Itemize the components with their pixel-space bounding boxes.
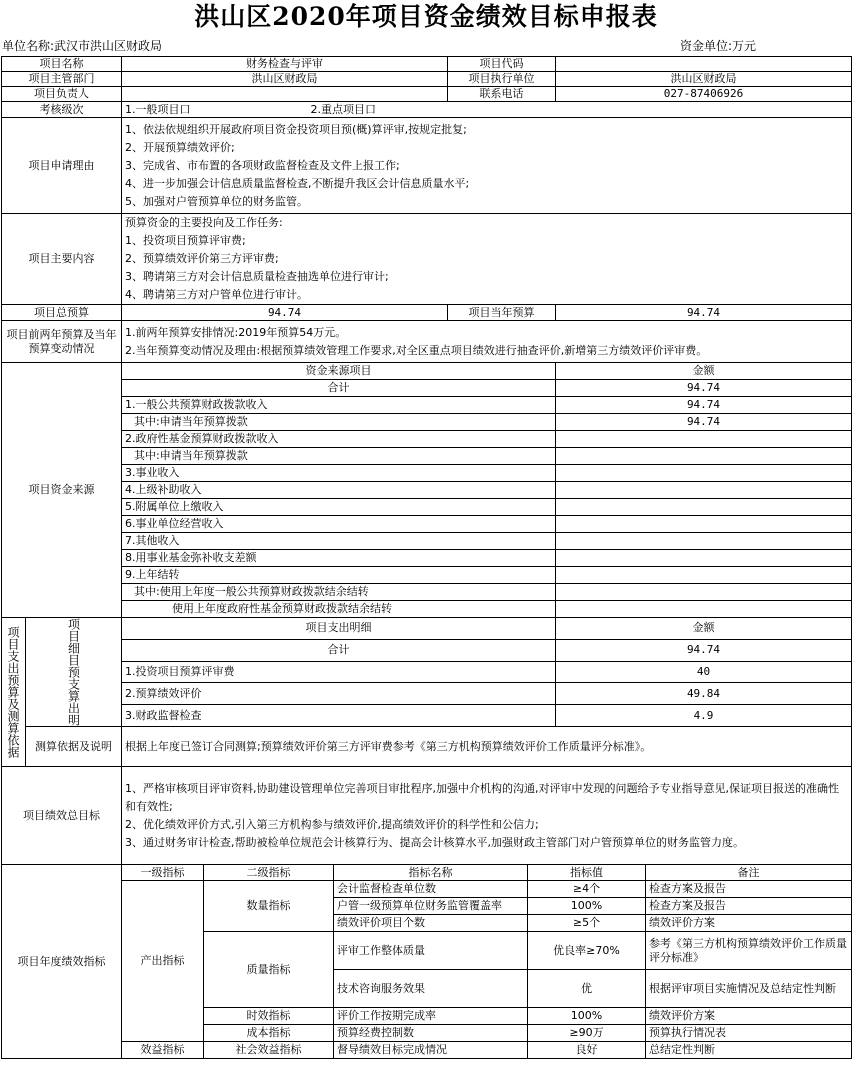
funding-label: 项目资金来源 xyxy=(2,363,122,618)
annual-header-note: 备注 xyxy=(646,865,852,881)
prev-line: 1.前两年预算安排情况:2019年预算54万元。 xyxy=(125,325,347,339)
prev-line: 2.当年预算变动情况及理由:根据预算绩效管理工作要求,对全区重点项目绩效进行抽查评价,新增第三方绩效评价评审费。 xyxy=(125,343,708,357)
prev-label: 项目前两年预算及当年预算变动情况 xyxy=(2,321,122,363)
funding-amount xyxy=(556,499,852,516)
annual-label: 项目年度绩效指标 xyxy=(2,865,122,1059)
project-code-label: 项目代码 xyxy=(448,57,556,72)
total-budget-label: 项目总预算 xyxy=(2,305,122,321)
indicator-note: 根据评审项目实施情况及总结定性判断 xyxy=(646,970,852,1008)
content-line: 4、聘请第三方对户管单位进行审计。 xyxy=(125,288,308,301)
expense-row: 合计 xyxy=(122,639,556,661)
annual-header-level1: 一级指标 xyxy=(122,865,204,881)
content-line: 1、投资项目预算评审费; xyxy=(125,234,246,247)
indicator-name: 评价工作按期完成率 xyxy=(334,1008,528,1025)
funding-row: 其中:使用上年度一般公共预算财政拨款结余结转 xyxy=(122,584,556,601)
leader-value xyxy=(122,87,448,102)
indicator-value: 良好 xyxy=(528,1042,646,1059)
reason-line: 3、完成省、市布置的各项财政监督检查及文件上报工作; xyxy=(125,158,400,172)
expense-outer-label: 项目支出预算及测算依据 xyxy=(2,618,26,767)
reason-line: 1、依法依规组织开展政府项目资金投资项目预(概)算评审,按规定批复; xyxy=(125,122,467,136)
goal-line: 1、严格审核项目评审资料,协助建设管理单位完善项目审批程序,加强中介机构的沟通,对评审中发现的问题给予专业指导意见,保证项目报送的准确性和有效性; xyxy=(125,781,839,813)
project-code xyxy=(556,57,852,72)
funding-amount xyxy=(556,516,852,533)
funding-amount xyxy=(556,448,852,465)
prev-text xyxy=(122,321,852,363)
indicator-name: 会计监督检查单位数 xyxy=(334,881,528,898)
indicator-value: 100% xyxy=(528,1008,646,1025)
quantity-label: 数量指标 xyxy=(204,881,334,932)
expense-detail-label: 项目细目预支算出明 xyxy=(26,618,122,727)
indicator-name: 户管一级预算单位财务监管覆盖率 xyxy=(334,898,528,915)
currency-unit: 资金单位:万元 xyxy=(679,38,756,53)
expense-amount: 4.9 xyxy=(556,705,852,727)
dept-value: 洪山区财政局 xyxy=(122,72,448,87)
expense-header-amount: 金额 xyxy=(556,618,852,640)
expense-amount: 49.84 xyxy=(556,683,852,705)
indicator-note: 参考《第三方机构预算绩效评价工作质量评分标准》 xyxy=(646,932,852,970)
funding-amount xyxy=(556,601,852,618)
funding-row: 合计 xyxy=(122,380,556,397)
funding-row: 其中:申请当年预算拨款 xyxy=(122,414,556,431)
content-text xyxy=(122,214,852,305)
goal-label: 项目绩效总目标 xyxy=(2,767,122,865)
level-option-key: 2.重点项目口 xyxy=(310,102,376,116)
annual-header-name: 指标名称 xyxy=(334,865,528,881)
funding-row: 其中:申请当年预算拨款 xyxy=(122,448,556,465)
content-label: 项目主要内容 xyxy=(2,214,122,305)
year-budget-label: 项目当年预算 xyxy=(448,305,556,321)
reason-text xyxy=(122,118,852,214)
funding-amount xyxy=(556,533,852,550)
funding-amount xyxy=(556,431,852,448)
annual-header-value: 指标值 xyxy=(528,865,646,881)
indicator-name: 督导绩效目标完成情况 xyxy=(334,1042,528,1059)
unit-bar xyxy=(0,34,852,56)
indicator-note: 总结定性判断 xyxy=(646,1042,852,1059)
page-title: 洪山区2020年项目资金绩效目标申报表 xyxy=(194,2,658,31)
goal-line: 3、通过财务审计检查,帮助被检单位规范会计核算行为、提高会计核算水平,加强财政主管部门对户管预算单位的财务监管力度。 xyxy=(125,835,744,849)
reason-line: 5、加强对户管预算单位的财务监管。 xyxy=(125,194,308,208)
funding-amount xyxy=(556,550,852,567)
funding-amount xyxy=(556,567,852,584)
reason-line: 2、开展预算绩效评价; xyxy=(125,140,235,154)
funding-row: 5.附属单位上缴收入 xyxy=(122,499,556,516)
funding-amount xyxy=(556,584,852,601)
expense-header-item: 项目支出明细 xyxy=(122,618,556,640)
funding-amount: 94.74 xyxy=(556,414,852,431)
funding-amount xyxy=(556,482,852,499)
content-line: 2、预算绩效评价第三方评审费; xyxy=(125,252,279,265)
expense-row: 3.财政监督检查 xyxy=(122,705,556,727)
indicator-note: 绩效评价方案 xyxy=(646,915,852,932)
indicator-note: 检查方案及报告 xyxy=(646,881,852,898)
indicator-value: 优 xyxy=(528,970,646,1008)
goal-text xyxy=(122,767,852,865)
funding-row: 8.用事业基金弥补收支差额 xyxy=(122,550,556,567)
indicator-name: 评审工作整体质量 xyxy=(334,932,528,970)
funding-row: 6.事业单位经营收入 xyxy=(122,516,556,533)
funding-amount xyxy=(556,465,852,482)
year-budget: 94.74 xyxy=(556,305,852,321)
funding-header-amount: 金额 xyxy=(556,363,852,380)
annual-header-level2: 二级指标 xyxy=(204,865,334,881)
expense-row: 2.预算绩效评价 xyxy=(122,683,556,705)
indicator-note: 绩效评价方案 xyxy=(646,1008,852,1025)
indicator-value: ≥5个 xyxy=(528,915,646,932)
output-label: 产出指标 xyxy=(122,881,204,1042)
indicator-value: ≥4个 xyxy=(528,881,646,898)
level-label: 考核级次 xyxy=(2,102,122,118)
indicator-name: 技术咨询服务效果 xyxy=(334,970,528,1008)
exec-value: 洪山区财政局 xyxy=(556,72,852,87)
dept-label: 项目主管部门 xyxy=(2,72,122,87)
phone-value: 027-87406926 xyxy=(556,87,852,102)
time-label: 时效指标 xyxy=(204,1008,334,1025)
funding-row: 使用上年度政府性基金预算财政拨款结余结转 xyxy=(122,601,556,618)
expense-row: 1.投资项目预算评审费 xyxy=(122,661,556,683)
indicator-note: 预算执行情况表 xyxy=(646,1025,852,1042)
unit-name: 单位名称:武汉市洪山区财政局 xyxy=(2,38,163,53)
project-name: 财务检查与评审 xyxy=(122,57,448,72)
reason-label: 项目申请理由 xyxy=(2,118,122,214)
project-name-label: 项目名称 xyxy=(2,57,122,72)
social-label: 社会效益指标 xyxy=(204,1042,334,1059)
expense-amount: 94.74 xyxy=(556,639,852,661)
total-budget: 94.74 xyxy=(122,305,448,321)
funding-amount: 94.74 xyxy=(556,380,852,397)
content-line: 3、聘请第三方对会计信息质量检查抽选单位进行审计; xyxy=(125,270,389,283)
indicator-name: 绩效评价项目个数 xyxy=(334,915,528,932)
content-line: 预算资金的主要投向及工作任务: xyxy=(125,216,283,229)
cost-label: 成本指标 xyxy=(204,1025,334,1042)
leader-label: 项目负责人 xyxy=(2,87,122,102)
funding-row: 9.上年结转 xyxy=(122,567,556,584)
goal-line: 2、优化绩效评价方式,引入第三方机构参与绩效评价,提高绩效评价的科学性和公信力; xyxy=(125,817,539,831)
report-table xyxy=(1,56,852,1059)
indicator-value: ≥90万 xyxy=(528,1025,646,1042)
funding-amount: 94.74 xyxy=(556,397,852,414)
benefit-label: 效益指标 xyxy=(122,1042,204,1059)
expense-amount: 40 xyxy=(556,661,852,683)
indicator-note: 检查方案及报告 xyxy=(646,898,852,915)
funding-row: 2.政府性基金预算财政拨款收入 xyxy=(122,431,556,448)
indicator-name: 预算经费控制数 xyxy=(334,1025,528,1042)
phone-label: 联系电话 xyxy=(448,87,556,102)
basis-text: 根据上年度已签订合同测算;预算绩效评价第三方评审费参考《第三方机构预算绩效评价工作质量评分标准》。 xyxy=(122,727,852,767)
level-options xyxy=(122,102,852,118)
funding-row: 3.事业收入 xyxy=(122,465,556,482)
quality-label: 质量指标 xyxy=(204,932,334,1008)
indicator-value: 优良率≥70% xyxy=(528,932,646,970)
basis-label: 测算依据及说明 xyxy=(26,727,122,767)
funding-header-item: 资金来源项目 xyxy=(122,363,556,380)
indicator-value: 100% xyxy=(528,898,646,915)
funding-row: 7.其他收入 xyxy=(122,533,556,550)
funding-row: 4.上级补助收入 xyxy=(122,482,556,499)
level-option-general: 1.一般项目口 xyxy=(125,102,191,116)
reason-line: 4、进一步加强会计信息质量监督检查,不断提升我区会计信息质量水平; xyxy=(125,176,470,190)
funding-row: 1.一般公共预算财政拨款收入 xyxy=(122,397,556,414)
exec-label: 项目执行单位 xyxy=(448,72,556,87)
